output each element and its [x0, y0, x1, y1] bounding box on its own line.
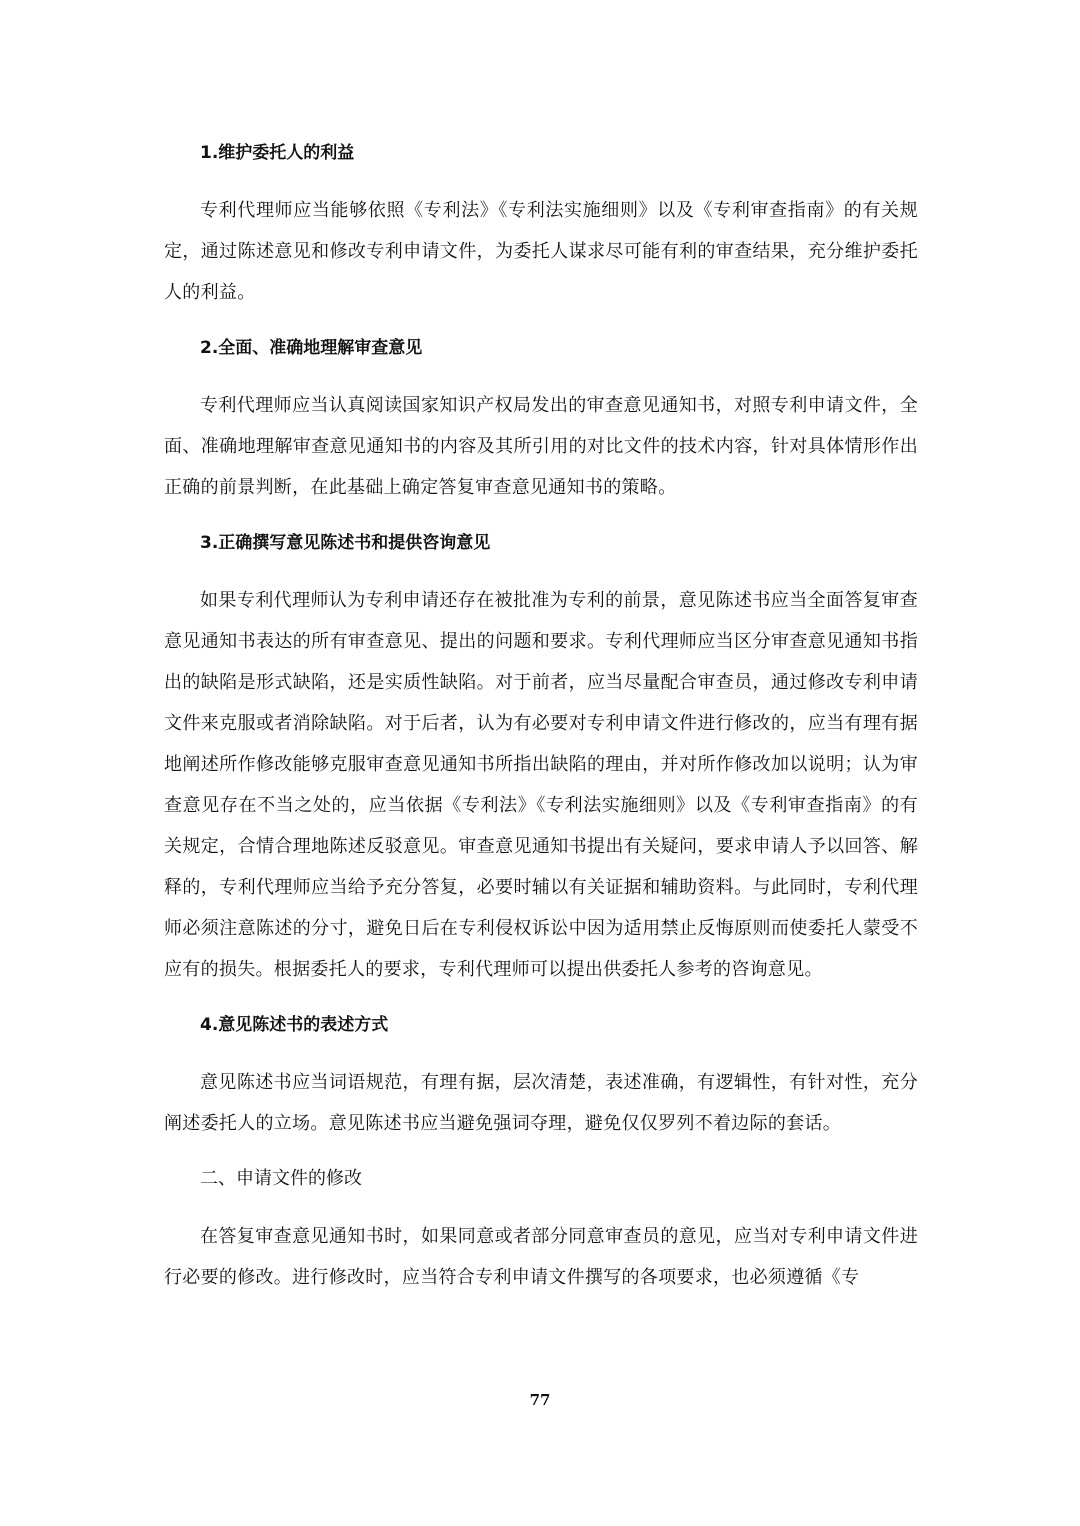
section-2-paragraph: 专利代理师应当认真阅读国家知识产权局发出的审查意见通知书，对照专利申请文件，全面、准确地理解审查意见通知书的内容及其所引用的对比文件的技术内容，针对具体情形作出正确的前景判断，在此基础上确定答复审查意见通知书的策略。: [164, 395, 918, 498]
section-1-heading: 1.维护委托人的利益: [200, 143, 355, 163]
section-4-heading: 4.意见陈述书的表述方式: [200, 1015, 389, 1035]
section-3-paragraph: 如果专利代理师认为专利申请还存在被批准为专利的前景，意见陈述书应当全面答复审查意见通知书表达的所有审查意见、提出的问题和要求。专利代理师应当区分审查意见通知书指出的缺陷是形式缺陷，还是实质性缺陷。对于前者，应当尽量配合审查员，通过修改专利申请文件来克服或者消除缺陷。对于后者，认为有必要对专利申请文件进行修改的，应当有理有据地阐述所作修改能够克服审查意见通知书所指出缺陷的理由，并对所作修改加以说明；认为审查意见存在不当之处的，应当依据《专利法》《专利法实施细则》以及《专利审查指南》的有关规定，合情合理地陈述反驳意见。审查意见通知书提出有关疑问，要求申请人予以回答、解释的，专利代理师应当给予充分答复，必要时辅以有关证据和辅助资料。与此同时，专利代理师必须注意陈述的分寸，避免日后在专利侵权诉讼中因为适用禁止反悔原则而使委托人蒙受不应有的损失。根据委托人的要求，专利代理师可以提出供委托人参考的咨询意见。: [164, 590, 918, 980]
section-3-heading: 3.正确撰写意见陈述书和提供咨询意见: [200, 533, 491, 553]
section-2-heading: 2.全面、准确地理解审查意见: [200, 338, 423, 358]
part-two-paragraph: 在答复审查意见通知书时，如果同意或者部分同意审查员的意见，应当对专利申请文件进行必要的修改。进行修改时，应当符合专利申请文件撰写的各项要求，也必须遵循《专: [164, 1226, 918, 1288]
part-two-title: 二、申请文件的修改: [200, 1168, 362, 1189]
section-4-paragraph: 意见陈述书应当词语规范，有理有据，层次清楚，表述准确，有逻辑性，有针对性，充分阐述委托人的立场。意见陈述书应当避免强词夺理，避免仅仅罗列不着边际的套话。: [164, 1072, 918, 1134]
section-1-paragraph: 专利代理师应当能够依照《专利法》《专利法实施细则》以及《专利审查指南》的有关规定，通过陈述意见和修改专利申请文件，为委托人谋求尽可能有利的审查结果，充分维护委托人的利益。: [164, 200, 918, 303]
page-content: [164, 138, 918, 1318]
page-number: 77: [529, 1391, 551, 1409]
